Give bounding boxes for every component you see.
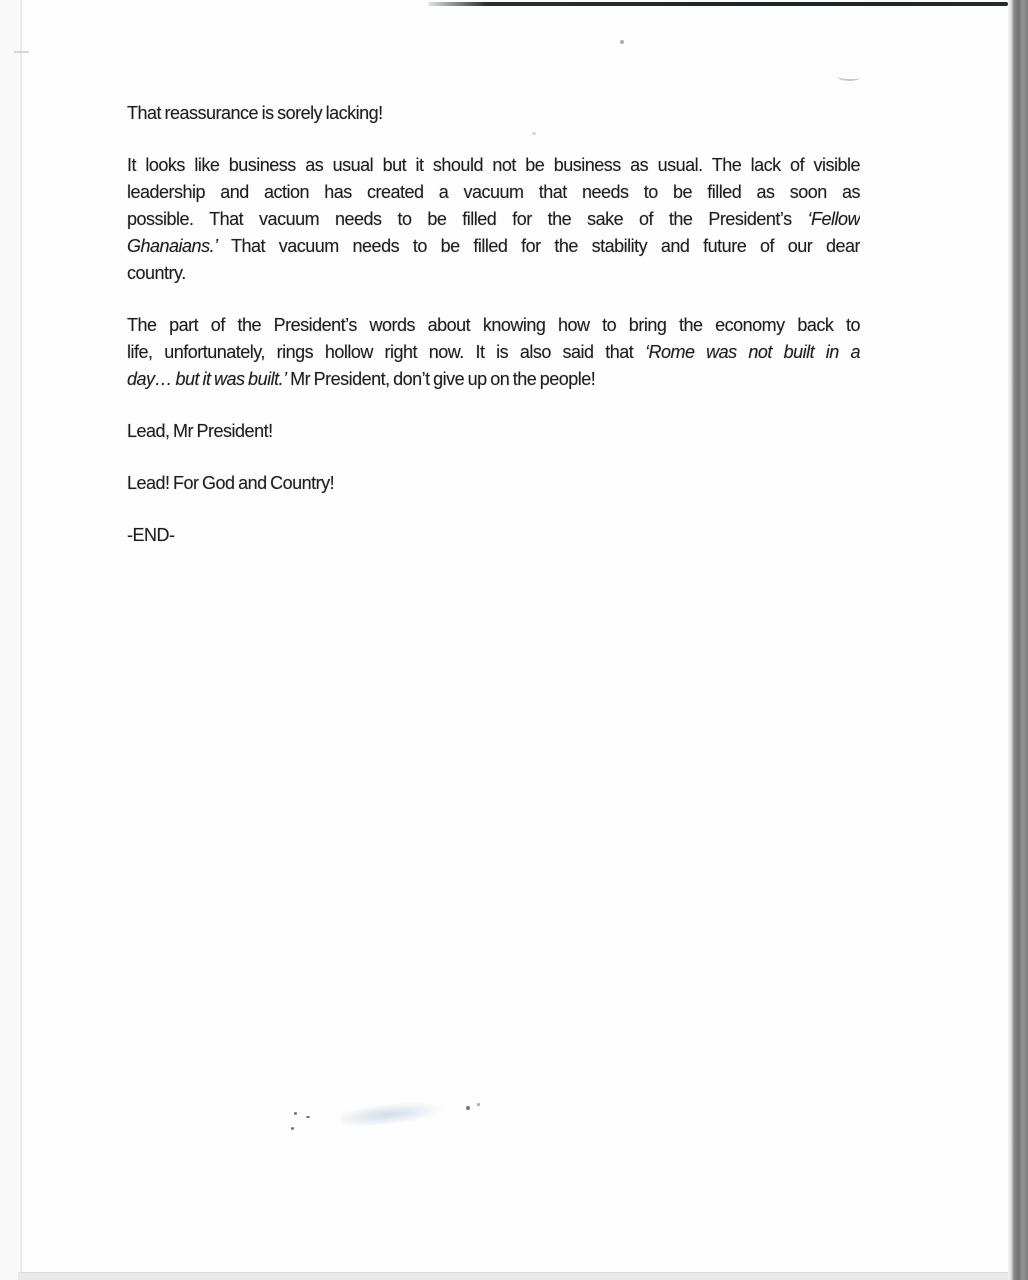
scan-dash-mark xyxy=(14,51,29,53)
text-segment: Mr President, don’t give up on the people! xyxy=(286,369,596,389)
document-text-block xyxy=(127,100,860,574)
text-segment: country. xyxy=(127,263,186,283)
text-line xyxy=(127,206,860,233)
italic-text-segment: Ghanaians.’ xyxy=(127,236,218,256)
scan-speck xyxy=(620,40,624,44)
para-economy xyxy=(127,312,860,393)
text-segment: That vacuum needs to be filled for the stability and future of our dear xyxy=(217,236,860,256)
text-line xyxy=(127,233,860,260)
text-line xyxy=(127,179,860,206)
text-line xyxy=(127,418,860,445)
italic-text-segment: ‘Fellow xyxy=(807,209,860,229)
para-end-marker xyxy=(127,522,860,549)
scanner-edge-bottom-strip xyxy=(18,1272,1008,1280)
text-line xyxy=(127,312,860,339)
text-segment: possible. That vacuum needs to be filled for the sake of the President’s xyxy=(127,209,808,229)
scan-speck xyxy=(532,132,536,135)
text-line xyxy=(127,470,860,497)
scan-speck xyxy=(291,1127,294,1130)
text-segment: That reassurance is sorely lacking! xyxy=(127,103,383,123)
text-segment: -END- xyxy=(127,525,175,545)
para-reassurance xyxy=(127,100,860,127)
text-line xyxy=(127,522,860,549)
italic-text-segment: day… but it was built.’ xyxy=(127,369,287,389)
scan-speck xyxy=(477,1103,480,1106)
text-line xyxy=(127,260,860,287)
text-segment: leadership and action has created a vacuum that needs to be filled as soon as xyxy=(127,182,860,202)
para-vacuum xyxy=(127,152,860,287)
text-segment: Lead, Mr President! xyxy=(127,421,273,441)
scan-speck xyxy=(466,1106,470,1110)
para-lead-president xyxy=(127,418,860,445)
scan-speck xyxy=(306,1116,310,1118)
text-line xyxy=(127,100,860,127)
text-segment: Lead! For God and Country! xyxy=(127,473,335,493)
scan-artifact-top-line xyxy=(428,2,1008,6)
text-line xyxy=(127,339,860,366)
para-lead-god-country xyxy=(127,470,860,497)
text-segment: It looks like business as usual but it should not be business as usual. The lack of visible xyxy=(127,155,860,175)
scan-speck xyxy=(294,1112,297,1115)
paper-left-edge xyxy=(0,0,22,1280)
text-segment: The part of the President’s words about knowing how to bring the economy back to xyxy=(127,315,860,335)
text-line xyxy=(127,152,860,179)
pencil-squiggle-mark xyxy=(838,73,860,82)
text-segment: life, unfortunately, rings hollow right now. It is also said that xyxy=(127,342,645,362)
scanner-shadow-right-edge xyxy=(1008,0,1028,1280)
italic-text-segment: ‘Rome was not built in a xyxy=(644,342,860,362)
ink-smudge xyxy=(339,1098,446,1129)
text-line xyxy=(127,366,860,393)
